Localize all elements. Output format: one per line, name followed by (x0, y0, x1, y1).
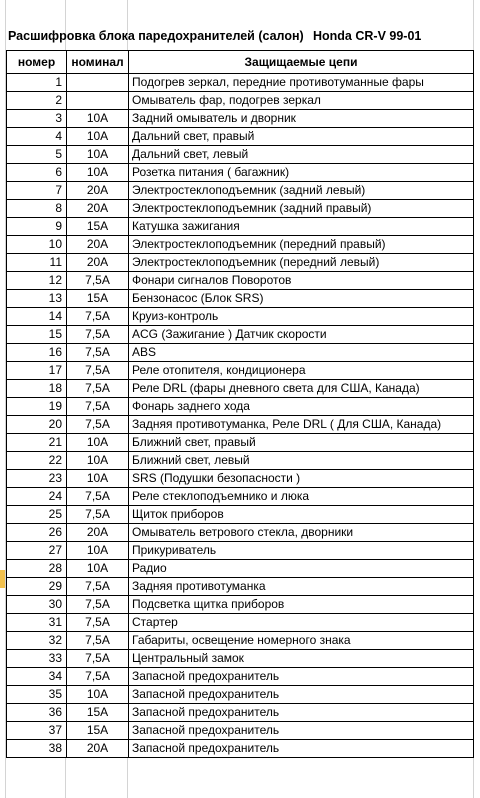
cell-number[interactable]: 38 (7, 740, 67, 758)
table-row[interactable] (7, 272, 474, 290)
title-model: Honda CR-V 99-01 (313, 29, 422, 43)
fuse-table (6, 50, 474, 758)
cell-circuit[interactable]: Ближний свет, правый (129, 434, 474, 452)
table-row[interactable] (7, 596, 474, 614)
cell-rating[interactable]: 7,5A (67, 668, 129, 686)
cell-circuit[interactable]: Круиз-контроль (129, 308, 474, 326)
cell-rating[interactable]: 15A (67, 218, 129, 236)
cell-circuit[interactable]: Омыватель ветрового стекла, дворники (129, 524, 474, 542)
table-row[interactable] (7, 722, 474, 740)
cell-number[interactable]: 8 (7, 200, 67, 218)
cell-rating[interactable]: 7,5A (67, 596, 129, 614)
cell-circuit[interactable]: Фонарь заднего хода (129, 398, 474, 416)
cell-circuit[interactable]: Габариты, освещение номерного знака (129, 632, 474, 650)
cell-circuit[interactable]: ABS (129, 344, 474, 362)
table-row[interactable] (7, 470, 474, 488)
cell-number[interactable]: 11 (7, 254, 67, 272)
cell-rating[interactable]: 10A (67, 128, 129, 146)
cell-number[interactable]: 18 (7, 380, 67, 398)
table-row[interactable] (7, 326, 474, 344)
cell-rating[interactable]: 7,5A (67, 416, 129, 434)
cell-rating[interactable]: 15A (67, 704, 129, 722)
cell-number[interactable]: 19 (7, 398, 67, 416)
cell-number[interactable]: 2 (7, 92, 67, 110)
table-row[interactable] (7, 650, 474, 668)
cell-number[interactable]: 23 (7, 470, 67, 488)
cell-circuit[interactable]: Электростеклоподъемник (передний левый) (129, 254, 474, 272)
cell-number[interactable]: 31 (7, 614, 67, 632)
page-title (8, 26, 422, 46)
cell-number[interactable]: 33 (7, 650, 67, 668)
table-row[interactable] (7, 182, 474, 200)
cell-rating[interactable]: 7,5A (67, 308, 129, 326)
cell-number[interactable]: 27 (7, 542, 67, 560)
cell-circuit[interactable]: Запасной предохранитель (129, 740, 474, 758)
cell-rating[interactable]: 7,5A (67, 650, 129, 668)
cell-number[interactable]: 15 (7, 326, 67, 344)
selected-row-marker (0, 570, 5, 588)
cell-number[interactable]: 14 (7, 308, 67, 326)
table-row[interactable] (7, 218, 474, 236)
cell-rating[interactable]: 10A (67, 686, 129, 704)
cell-number[interactable]: 35 (7, 686, 67, 704)
cell-rating[interactable]: 7,5A (67, 326, 129, 344)
cell-circuit[interactable]: Задний омыватель и дворник (129, 110, 474, 128)
cell-rating[interactable]: 20A (67, 524, 129, 542)
table-row[interactable] (7, 110, 474, 128)
table-row[interactable] (7, 488, 474, 506)
cell-circuit[interactable]: Фонари сигналов Поворотов (129, 272, 474, 290)
table-row[interactable] (7, 146, 474, 164)
cell-number[interactable]: 17 (7, 362, 67, 380)
header-rating: номинал (67, 51, 129, 74)
cell-rating[interactable]: 10A (67, 470, 129, 488)
table-row[interactable] (7, 542, 474, 560)
table-row[interactable] (7, 632, 474, 650)
cell-rating[interactable]: 10A (67, 434, 129, 452)
cell-circuit[interactable]: Омыватель фар, подогрев зеркал (129, 92, 474, 110)
table-row[interactable] (7, 704, 474, 722)
table-row[interactable] (7, 164, 474, 182)
cell-rating[interactable]: 20A (67, 182, 129, 200)
cell-rating[interactable]: 10A (67, 110, 129, 128)
cell-circuit[interactable]: Запасной предохранитель (129, 704, 474, 722)
cell-rating[interactable]: 10A (67, 164, 129, 182)
cell-number[interactable]: 1 (7, 74, 67, 92)
cell-rating[interactable]: 10A (67, 542, 129, 560)
cell-number[interactable]: 9 (7, 218, 67, 236)
cell-rating[interactable]: 20A (67, 236, 129, 254)
cell-rating[interactable]: 7,5A (67, 578, 129, 596)
cell-rating[interactable]: 20A (67, 254, 129, 272)
cell-circuit[interactable]: Подсветка щитка приборов (129, 596, 474, 614)
table-row[interactable] (7, 560, 474, 578)
cell-number[interactable]: 32 (7, 632, 67, 650)
table-row[interactable] (7, 740, 474, 758)
cell-number[interactable]: 22 (7, 452, 67, 470)
cell-circuit[interactable]: Прикуриватель (129, 542, 474, 560)
table-row[interactable] (7, 290, 474, 308)
table-row[interactable] (7, 578, 474, 596)
cell-circuit[interactable]: Задняя противотуманка (129, 578, 474, 596)
cell-number[interactable]: 12 (7, 272, 67, 290)
cell-circuit[interactable]: Запасной предохранитель (129, 686, 474, 704)
table-row[interactable] (7, 416, 474, 434)
cell-circuit[interactable]: Ближний свет, левый (129, 452, 474, 470)
cell-number[interactable]: 3 (7, 110, 67, 128)
cell-circuit[interactable]: Бензонасос (Блок SRS) (129, 290, 474, 308)
cell-rating[interactable] (67, 74, 129, 92)
cell-circuit[interactable]: Катушка зажигания (129, 218, 474, 236)
cell-number[interactable]: 21 (7, 434, 67, 452)
cell-circuit[interactable]: Дальний свет, правый (129, 128, 474, 146)
cell-number[interactable]: 4 (7, 128, 67, 146)
cell-circuit[interactable]: Радио (129, 560, 474, 578)
cell-rating[interactable]: 7,5A (67, 488, 129, 506)
table-row[interactable] (7, 236, 474, 254)
cell-number[interactable]: 20 (7, 416, 67, 434)
cell-number[interactable]: 29 (7, 578, 67, 596)
cell-circuit[interactable]: Дальний свет, левый (129, 146, 474, 164)
cell-circuit[interactable]: Реле отопителя, кондиционера (129, 362, 474, 380)
table-header-row (7, 51, 474, 74)
cell-number[interactable]: 26 (7, 524, 67, 542)
cell-number[interactable]: 37 (7, 722, 67, 740)
table-row[interactable] (7, 668, 474, 686)
cell-rating[interactable]: 7,5A (67, 362, 129, 380)
cell-circuit[interactable]: Электростеклоподъемник (передний правый) (129, 236, 474, 254)
cell-rating[interactable]: 15A (67, 722, 129, 740)
cell-rating[interactable]: 7,5A (67, 614, 129, 632)
cell-rating[interactable] (67, 92, 129, 110)
cell-rating[interactable]: 7,5A (67, 344, 129, 362)
table-row[interactable] (7, 200, 474, 218)
table-row[interactable] (7, 452, 474, 470)
cell-number[interactable]: 36 (7, 704, 67, 722)
cell-circuit[interactable]: ACG (Зажигание ) Датчик скорости (129, 326, 474, 344)
table-row[interactable] (7, 686, 474, 704)
cell-circuit[interactable]: Задняя противотуманка, Реле DRL ( Для США, Канада) (129, 416, 474, 434)
table-row[interactable] (7, 128, 474, 146)
table-row[interactable] (7, 614, 474, 632)
table-row[interactable] (7, 362, 474, 380)
title-main: Расшифровка блока паредохранителей (салон) (8, 29, 304, 43)
header-circuits: Защищаемые цепи (129, 51, 474, 74)
cell-rating[interactable]: 7,5A (67, 632, 129, 650)
cell-rating[interactable]: 7,5A (67, 398, 129, 416)
cell-number[interactable]: 10 (7, 236, 67, 254)
cell-number[interactable]: 13 (7, 290, 67, 308)
header-number: номер (7, 51, 67, 74)
cell-circuit[interactable]: SRS (Подушки безопасности ) (129, 470, 474, 488)
cell-number[interactable]: 34 (7, 668, 67, 686)
table-row[interactable] (7, 524, 474, 542)
cell-circuit[interactable]: Реле стеклоподъемнико и люка (129, 488, 474, 506)
table-body (7, 74, 474, 758)
table-row[interactable] (7, 254, 474, 272)
cell-number[interactable]: 5 (7, 146, 67, 164)
cell-rating[interactable]: 10A (67, 560, 129, 578)
cell-circuit[interactable]: Стартер (129, 614, 474, 632)
cell-number[interactable]: 25 (7, 506, 67, 524)
table-row[interactable] (7, 398, 474, 416)
table-row[interactable] (7, 92, 474, 110)
cell-rating[interactable]: 7,5A (67, 380, 129, 398)
cell-circuit[interactable]: Электростеклоподъемник (задний правый) (129, 200, 474, 218)
cell-rating[interactable]: 7,5A (67, 506, 129, 524)
cell-circuit[interactable]: Запасной предохранитель (129, 722, 474, 740)
cell-rating[interactable]: 7,5A (67, 272, 129, 290)
cell-circuit[interactable]: Центральный замок (129, 650, 474, 668)
table-row[interactable] (7, 344, 474, 362)
cell-rating[interactable]: 10A (67, 452, 129, 470)
table-row[interactable] (7, 308, 474, 326)
cell-number[interactable]: 16 (7, 344, 67, 362)
table-row[interactable] (7, 506, 474, 524)
cell-circuit[interactable]: Щиток приборов (129, 506, 474, 524)
cell-circuit[interactable]: Розетка питания ( багажник) (129, 164, 474, 182)
cell-rating[interactable]: 20A (67, 740, 129, 758)
table-row[interactable] (7, 74, 474, 92)
cell-rating[interactable]: 10A (67, 146, 129, 164)
table-row[interactable] (7, 434, 474, 452)
cell-number[interactable]: 30 (7, 596, 67, 614)
cell-number[interactable]: 24 (7, 488, 67, 506)
cell-number[interactable]: 7 (7, 182, 67, 200)
cell-circuit[interactable]: Реле DRL (фары дневного света для США, Канада) (129, 380, 474, 398)
cell-circuit[interactable]: Подогрев зеркал, передние противотуманные фары (129, 74, 474, 92)
cell-rating[interactable]: 20A (67, 200, 129, 218)
cell-number[interactable]: 28 (7, 560, 67, 578)
cell-rating[interactable]: 15A (67, 290, 129, 308)
cell-circuit[interactable]: Электростеклоподъемник (задний левый) (129, 182, 474, 200)
table-row[interactable] (7, 380, 474, 398)
cell-circuit[interactable]: Запасной предохранитель (129, 668, 474, 686)
cell-number[interactable]: 6 (7, 164, 67, 182)
